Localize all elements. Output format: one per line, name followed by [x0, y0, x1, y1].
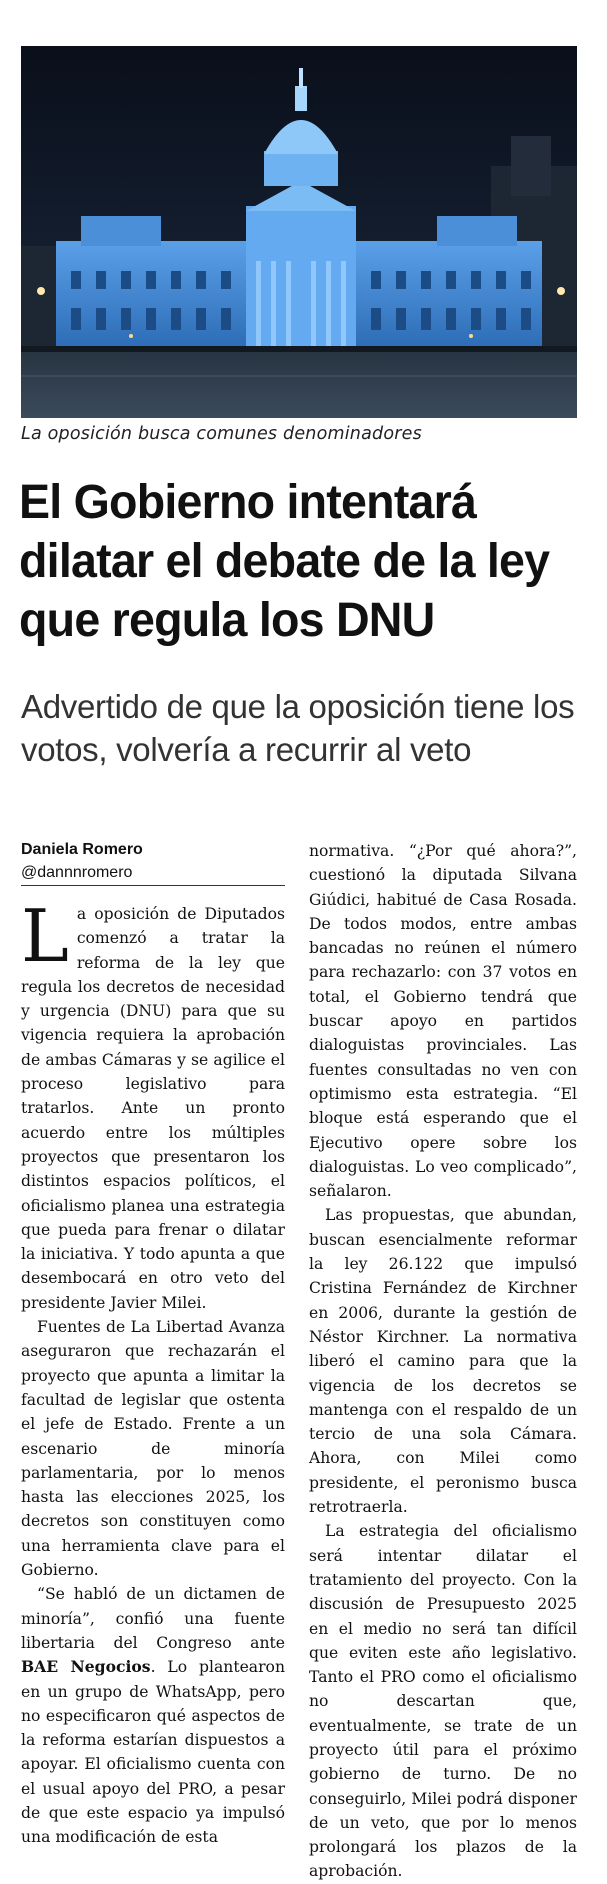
subheadline: Advertido de que la oposición tiene los votos, volvería a recurrir al veto	[21, 688, 575, 768]
headline: El Gobierno intentará dilatar el debate de la ley que regula los DNU	[19, 476, 550, 647]
paragraph: Fuentes de La Libertad Avanza aseguraron que rechazarán el proyecto que apunta a limitar la facultad de legislar que ostenta el jefe de Estado. Frente a un escenario de minoría parlamentaria, por lo menos hasta las elecciones 2025, los decretos son constituyen como una herramienta clave para el Gobierno.	[21, 1318, 285, 1580]
publication-name: BAE Negocios	[21, 1657, 151, 1677]
article-photo	[21, 46, 577, 418]
photo-caption: La oposición busca comunes denominadores	[21, 424, 422, 444]
paragraph: La estrategia del oficialismo será intentar dilatar el tratamiento del proyecto. Con la discusión de Presupuesto 2025 en el medio no será tan difícil que eviten este año legislativo. Tanto el PRO como el oficialismo no descartan que, eventualmente, se trate de un proyecto útil para el próximo gobierno de turno. De no conseguirlo, Milei podrá disponer de un veto, que por lo menos prolongará los plazos de la aprobación.	[309, 1522, 577, 1881]
author-name: Daniela Romero	[21, 841, 143, 858]
drop-cap: L	[21, 894, 69, 978]
paragraph-text: “Se habló de un dictamen de minoría”, confió una fuente libertaria del Congreso ante	[21, 1585, 285, 1652]
paragraph-text: a oposición de Diputados comenzó a tratar la reforma de la ley que regula los decretos de necesidad y urgencia (DNU) para que su vigencia requiera la aprobación de ambas Cámaras y se agilice el proceso legislativo para tratarlos. Ante un pronto acuerdo entre los múltiples proyectos que presentaron los distintos espacios políticos, el oficialismo planea una estrategia que pueda para frenar o dilatar la iniciativa. Y todo apunta a que desembocará en otro veto del presidente Javier Milei.	[21, 905, 285, 1312]
paragraph-text: . Lo plantearon en un grupo de WhatsApp, pero no especificaron qué aspectos de la reforma estarían dispuestos a apoyar. El oficialismo cuenta con el usual apoyo del PRO, a pesar de que este espacio ya impulsó una modificación de esta	[21, 1658, 285, 1847]
article-column-left	[21, 894, 285, 1850]
paragraph: normativa. “¿Por qué ahora?”, cuestionó la diputada Silvana Giúdici, habitué de Casa Rosada. De todos modos, entre ambas bancadas no reúnen el número para rechazarlo: con 37 votos en total, el Gobierno tendrá que buscar apoyo en partidos dialoguistas provinciales. Las fuentes consultadas no ven con optimismo esta estrategia. “El bloque está esperando que el Ejecutivo opere sobre los dialoguistas. Lo veo complicado”, señalaron.	[309, 842, 577, 1201]
paragraph	[21, 1582, 285, 1849]
paragraph	[21, 894, 285, 1315]
congress-building-image	[21, 46, 577, 418]
article-column-right	[309, 839, 577, 1884]
author-handle: @dannnromero	[21, 864, 133, 881]
byline-divider	[21, 885, 285, 886]
paragraph: Las propuestas, que abundan, buscan esencialmente reformar la ley 26.122 que impulsó Cristina Fernández de Kirchner en 2006, durante la gestión de Néstor Kirchner. La normativa liberó el camino para que la vigencia de los decretos se mantenga con el respaldo de un tercio de una sola Cámara. Ahora, con Milei como presidente, el peronismo busca retrotraerla.	[309, 1206, 577, 1517]
